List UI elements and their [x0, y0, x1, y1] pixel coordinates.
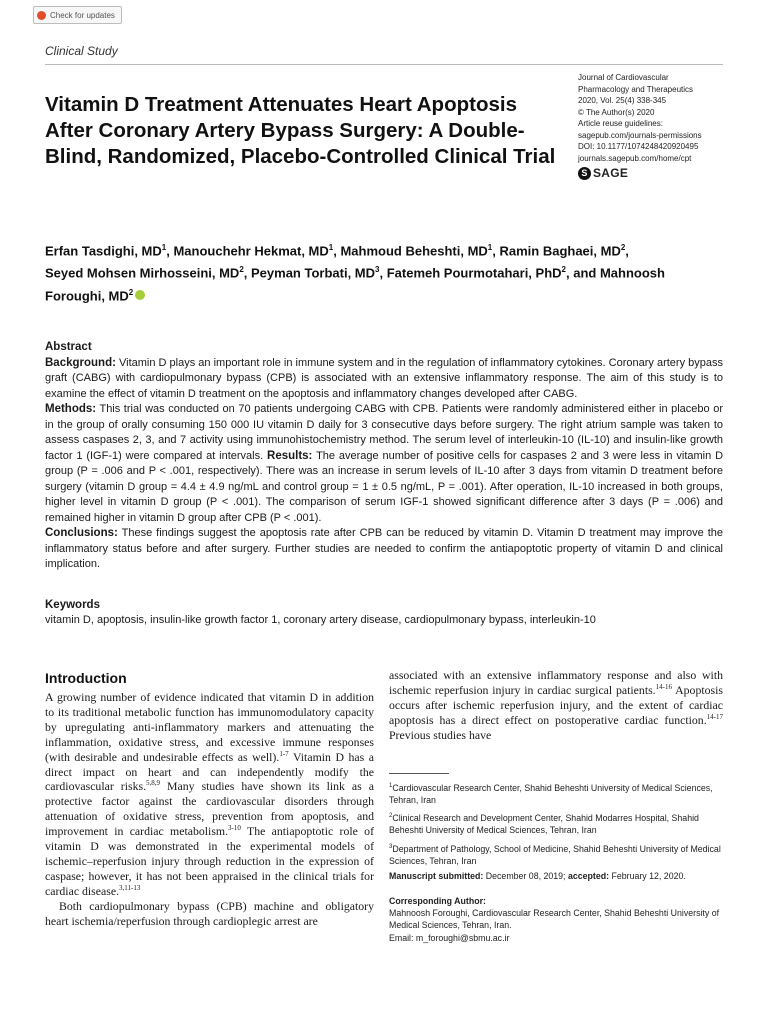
affiliation-text: Clinical Research and Development Center, Shahid Modarres Hospital, Shahid Beheshti University of Medical Sciences, Tehran, Iran: [389, 813, 699, 836]
introduction-left-column: [45, 690, 374, 929]
abstract-body: [45, 356, 723, 573]
journal-info: [578, 72, 738, 180]
reuse-label: Article reuse guidelines:: [578, 119, 663, 128]
intro-text: associated with an extensive inflammatory response and also with ischemic reperfusion injury in cardiac surgical patients.: [389, 668, 723, 697]
author-separator: ,: [333, 243, 341, 259]
introduction-paragraph-2-continued: [389, 668, 723, 743]
author-affiliation-number: 2: [620, 243, 626, 252]
author-separator: ,: [166, 243, 174, 259]
check-for-updates-badge[interactable]: [33, 6, 122, 24]
corresponding-author: [389, 895, 723, 944]
author-separator: ,: [625, 243, 629, 259]
affiliation-text: Cardiovascular Research Center, Shahid Beheshti University of Medical Sciences, Tehran, Iran: [389, 782, 713, 806]
sage-logo-icon: S: [578, 167, 591, 180]
update-icon: [37, 11, 46, 20]
citation-ref[interactable]: 14-16: [655, 682, 672, 691]
journal-volume: 2020, Vol. 25(4) 338-345: [578, 96, 667, 105]
introduction-right-column: [389, 668, 723, 743]
citation-ref[interactable]: 5,8,9: [146, 779, 161, 788]
author-separator: ,: [379, 265, 387, 281]
intro-text: Vitamin D has a direct impact on heart and can independently modify the cardiovascular risks.: [45, 749, 374, 794]
citation-ref[interactable]: 3,11-13: [119, 883, 141, 892]
author-name: Erfan Tasdighi, MD: [45, 243, 162, 259]
affiliation-number: 2: [389, 813, 393, 820]
background-text: Vitamin D plays an important role in immune system and in the regulation of inflammatory cytokines. Coronary artery bypass graft (CABG) with cardiopulmonary bypass (CPB) is associated with an extensive inflammatory response. The aim of this study is to examine the effect of vitamin D treatment on the apoptosis and inflammatory changes developed after CABG.: [45, 356, 724, 400]
author-affiliation-number: 3: [375, 265, 380, 275]
author-list: [45, 238, 665, 305]
keywords: [45, 598, 723, 628]
orcid-icon[interactable]: [135, 290, 145, 300]
author-affiliation-number: 1: [487, 243, 493, 252]
introduction-paragraph-1: [45, 690, 374, 899]
background-label: Background:: [45, 356, 116, 369]
conclusions-text: These findings suggest the apoptosis rate after CPB can be reduced by vitamin D. Vitamin D treatment may improve the inflammatory status before and after surgery. Further studies are needed to confirm the antiapoptotic property of vitamin D and clinical implication.: [45, 527, 724, 570]
introduction-paragraph-2: Both cardiopulmonary bypass (CPB) machine and obligatory heart ischemia/reperfusion through cardioplegic arrest are: [45, 898, 374, 928]
affiliations: [389, 780, 723, 871]
footnote-divider: [389, 773, 449, 774]
conclusions-label: Conclusions:: [45, 527, 118, 539]
intro-text: The antiapoptotic role of vitamin D was demonstrated in the experimental models of ischemic–reperfusion injury through reduction in the expression of caspase; however, it has not been appraised in the clinical trials for cardiac disease.: [45, 824, 374, 898]
accepted-label: accepted:: [567, 871, 610, 881]
article-title: Vitamin D Treatment Attenuates Heart Apoptosis After Coronary Artery Bypass Surgery: A Double-Blind, Randomized, Placebo-Controlled Clinical Trial: [45, 93, 556, 168]
journal-name-line2: Pharmacology and Therapeutics: [578, 84, 694, 94]
author-affiliation-number: 2: [561, 265, 566, 275]
affiliation-number: 1: [389, 783, 393, 789]
introduction-heading: Introduction: [45, 670, 127, 686]
intro-text: Previous studies have: [389, 727, 492, 742]
affiliation-item: [389, 810, 723, 836]
results-text: The average number of positive cells for caspases 2 and 3 were less in vitamin D group (P = .006 and P < .001, respectively). There was an increase in serum levels of IL-10 after 3 days from vitamin D treatment before surgery (vitamin D group = 4.4 ± 4.9 ng/mL and control group = 1 ± 0.5 ng/mL, P = .001). After operation, IL-10 increased in both groups, higher level in vitamin D group (P < .001). The comparison of serum IGF-1 showed significant difference after 3 days (P = .006) and remained higher in vitamin D group after CPB (P < .001).: [45, 449, 724, 524]
affiliation-item: [389, 841, 723, 867]
affiliation-item: [389, 780, 723, 806]
publisher-name: SAGE: [593, 165, 629, 180]
author-separator: ,: [492, 243, 500, 259]
methods-text: This trial was conducted on 70 patients undergoing CABG with CPB. Patients were randomly administered either in placebo or in the group of orally consuming 150 000 IU vitamin D daily for 3 consecutive days before surgery. The right atrium sample was taken to assess caspases 2, 3, and 7 activity using immunohistochemistry method. The serum level of interleukin-10 (IL-10) and insulin-like growth factor 1 (IGF-1) were compared at intervals.: [45, 403, 723, 462]
author-affiliation-number: 1: [161, 243, 167, 252]
journal-home-link[interactable]: journals.sagepub.com/home/cpt: [578, 153, 692, 163]
abstract: [45, 340, 723, 573]
affiliation-number: 3: [389, 843, 393, 850]
keywords-heading: Keywords: [45, 599, 100, 611]
journal-name-line1: Journal of Cardiovascular: [578, 73, 669, 82]
accepted-date: February 12, 2020.: [611, 871, 686, 881]
citation-ref[interactable]: 1-7: [279, 749, 289, 758]
keywords-list: vitamin D, apoptosis, insulin-like growth factor 1, coronary artery disease, cardiopulmonary bypass, interleukin-10: [45, 614, 596, 626]
author-name: Seyed Mohsen Mirhosseini, MD: [45, 265, 240, 281]
author-affiliation-number: 2: [239, 265, 244, 275]
author-name: Mahnoosh Foroughi, MD: [45, 265, 665, 303]
intro-text: Many studies have shown its link as a protective factor against the cardiovascular disorders through attenuation of oxidative stress, prevention from apoptosis, and improvement in cardiac metabolism.: [45, 779, 374, 839]
check-for-updates-label: Check for updates: [50, 10, 115, 20]
corresponding-email[interactable]: Email: m_foroughi@sbmu.ac.ir: [389, 932, 510, 943]
citation-ref[interactable]: 14-17: [706, 712, 723, 721]
article-type: Clinical Study: [45, 44, 118, 58]
author-name: Peyman Torbati, MD: [251, 265, 376, 281]
author-name: Manouchehr Hekmat, MD: [173, 243, 329, 259]
author-name: Ramin Baghaei, MD: [499, 243, 621, 259]
submitted-label: Manuscript submitted:: [389, 871, 484, 881]
author-separator: , and: [565, 265, 600, 281]
abstract-heading: Abstract: [45, 341, 92, 353]
reuse-link[interactable]: sagepub.com/journals-permissions: [578, 130, 702, 140]
affiliation-text: Department of Pathology, School of Medicine, Shahid Beheshti University of Medical Sciences, Tehran, Iran: [389, 843, 721, 866]
doi[interactable]: DOI: 10.1177/1074248420920495: [578, 142, 699, 151]
methods-label: Methods:: [45, 403, 97, 415]
author-affiliation-number: 1: [328, 243, 334, 252]
manuscript-dates: [389, 870, 723, 882]
header-divider: [45, 64, 723, 65]
author-affiliation-number: 2: [128, 287, 134, 297]
intro-text: Apoptosis occurs after ischemic reperfusion injury, and the extent of cardiac apoptosis has a direct effect on postoperative cardiac function.: [389, 682, 723, 727]
author-name: Fatemeh Pourmotahari, PhD: [386, 265, 562, 281]
results-label: Results:: [267, 449, 313, 462]
author-separator: ,: [243, 265, 252, 281]
publisher-logo: [578, 167, 738, 180]
corresponding-text: Mahnoosh Foroughi, Cardiovascular Research Center, Shahid Beheshti University of Medical Sciences, Tehran, Iran.: [389, 908, 720, 931]
submitted-date: December 08, 2019;: [485, 871, 566, 881]
author-name: Mahmoud Beheshti, MD: [340, 243, 488, 259]
intro-text: A growing number of evidence indicated that vitamin D in addition to its traditional metabolic function has immunomodulatory capacity by upregulating anti-inflammatory markers and attenuating the inflammation, oxidative stress, and excessive immune responses (with desirable and undesirable effects as well).: [45, 690, 374, 764]
journal-copyright: © The Author(s) 2020: [578, 107, 655, 117]
citation-ref[interactable]: 3-10: [228, 824, 241, 833]
corresponding-heading: Corresponding Author:: [389, 896, 486, 906]
